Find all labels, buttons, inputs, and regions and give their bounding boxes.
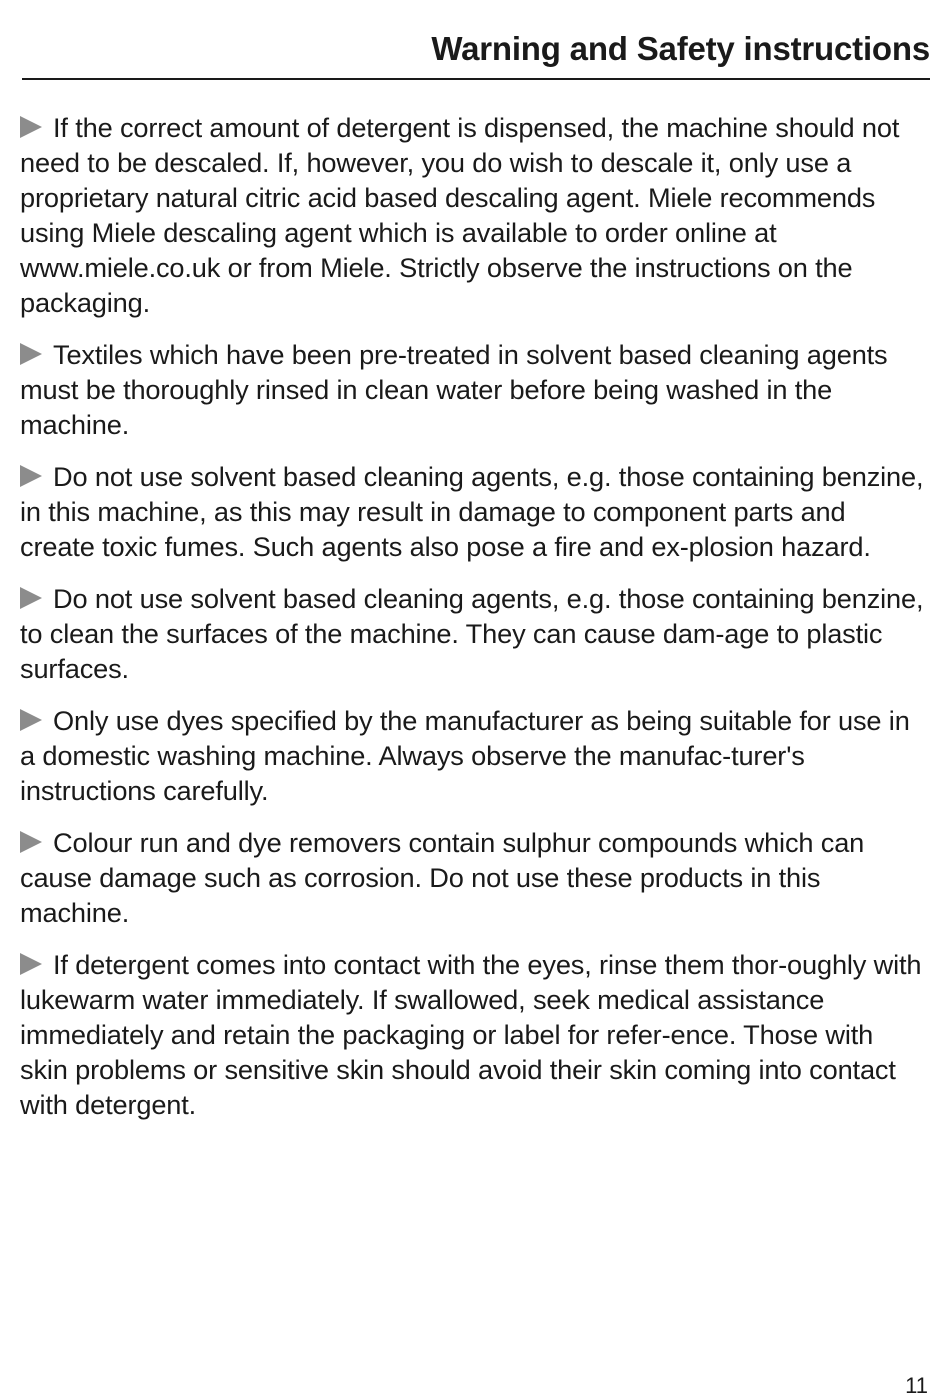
triangle-right-icon xyxy=(20,116,42,138)
triangle-right-icon xyxy=(20,831,42,853)
instruction-paragraph xyxy=(20,703,926,808)
instruction-paragraph xyxy=(20,581,926,686)
instructions-body xyxy=(20,110,926,1139)
instruction-text: Colour run and dye removers contain sulphur compounds which can cause damage such as corrosion. Do not use these products in this machine. xyxy=(20,827,865,928)
page-header xyxy=(22,28,930,80)
instruction-paragraph xyxy=(20,110,926,320)
instruction-text: Do not use solvent based cleaning agents, e.g. those containing benzine, to clean the surfaces of the machine. They can cause dam-age to plastic surfaces. xyxy=(20,583,924,684)
instruction-text: Do not use solvent based cleaning agents, e.g. those containing benzine, in this machine, as this may result in damage to component parts and create toxic fumes. Such agents also pose a fire and ex-plosion hazard. xyxy=(20,461,924,562)
instruction-paragraph xyxy=(20,337,926,442)
triangle-right-icon xyxy=(20,587,42,609)
instruction-text: If the correct amount of detergent is dispensed, the machine should not need to be descaled. If, however, you do wish to descale it, only use a proprietary natural citric acid based descaling agent. Miele recommends using Miele descaling agent which is available to order online at www.miele.co.uk or from Miele. Strictly observe the instructions on the packaging. xyxy=(20,112,900,318)
triangle-right-icon xyxy=(20,709,42,731)
page-title: Warning and Safety instructions xyxy=(431,30,930,67)
instruction-text: Only use dyes specified by the manufacturer as being suitable for use in a domestic washing machine. Always observe the manufac-turer's instructions carefully. xyxy=(20,705,910,806)
triangle-right-icon xyxy=(20,953,42,975)
instruction-paragraph xyxy=(20,459,926,564)
page-number: 11 xyxy=(905,1373,928,1398)
instruction-text: Textiles which have been pre-treated in solvent based cleaning agents must be thoroughly rinsed in clean water before being washed in the machine. xyxy=(20,339,888,440)
instruction-paragraph xyxy=(20,947,926,1122)
instruction-paragraph xyxy=(20,825,926,930)
triangle-right-icon xyxy=(20,343,42,365)
instruction-text: If detergent comes into contact with the eyes, rinse them thor-oughly with lukewarm water immediately. If swallowed, seek medical assistance immediately and retain the packaging or label for refer-ence. Those with skin problems or sensitive skin should avoid their skin coming into contact with detergent. xyxy=(20,949,922,1120)
triangle-right-icon xyxy=(20,465,42,487)
